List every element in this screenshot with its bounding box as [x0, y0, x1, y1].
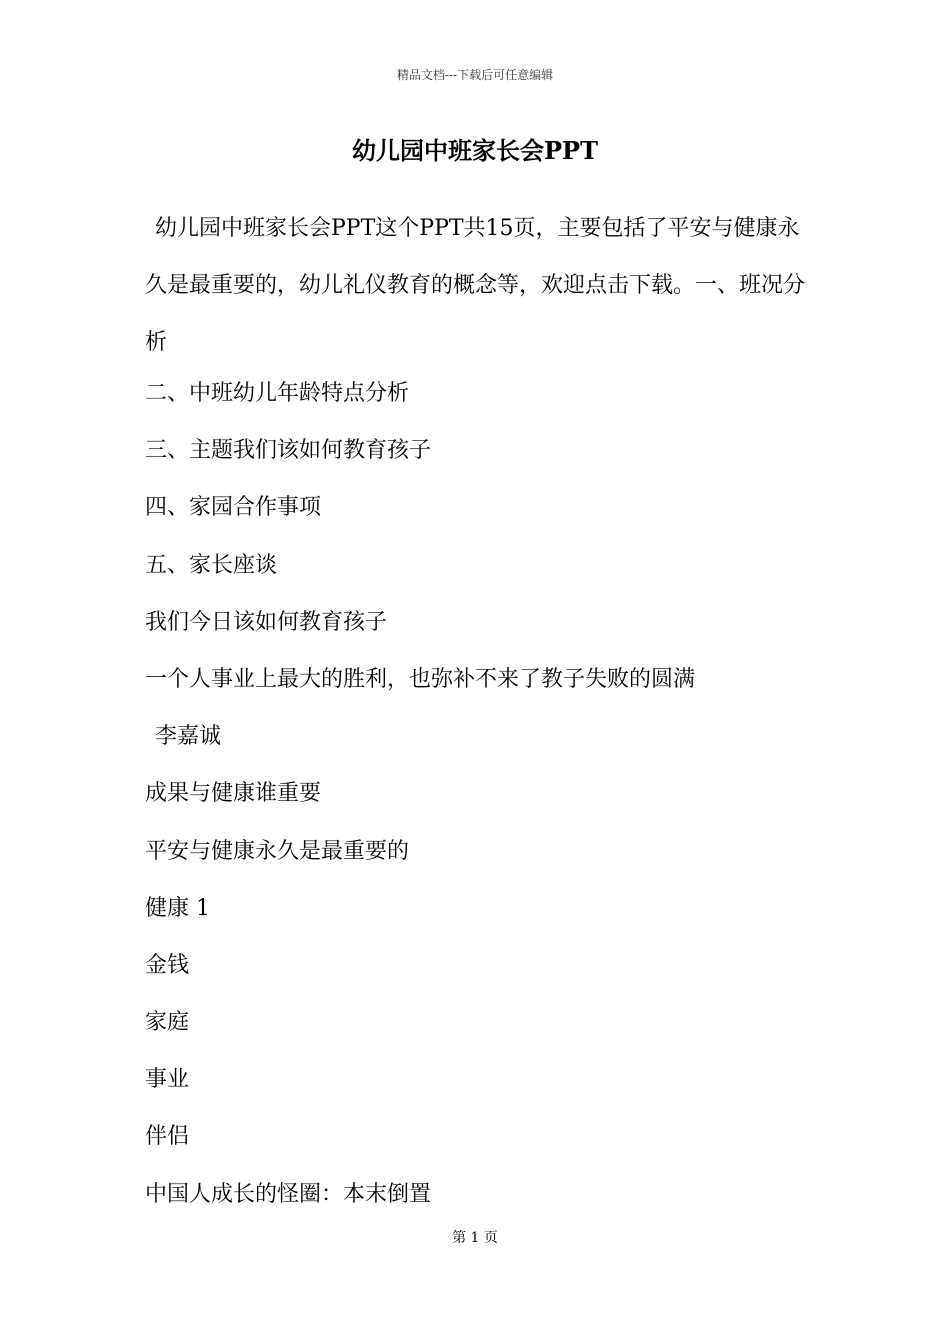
line-family: 家庭 [145, 1010, 190, 1036]
line-health: 健康 1 [145, 895, 210, 921]
line-home-school-cooperation: 四、家园合作事项 [145, 495, 322, 521]
line-career: 事业 [145, 1067, 190, 1093]
line-quote: 一个人事业上最大的胜利，也弥补不来了教子失败的圆满 [145, 666, 696, 692]
line-class-age-analysis: 二、中班幼儿年龄特点分析 [145, 381, 410, 406]
intro-paragraph: 幼儿园中班家长会PPT这个PPT共15页，主要包括了平安与健康永久是最重要的，幼儿礼仪教育的概念等，欢迎点击下载。一、班况分析 [145, 216, 806, 356]
line-growth-cycle: 中国人成长的怪圈：本末倒置 [145, 1181, 432, 1207]
page-header: 精品文档---下载后可任意编辑 [396, 68, 554, 82]
line-safety-health-important: 平安与健康永久是最重要的 [145, 838, 410, 864]
line-theme-education: 三、主题我们该如何教育孩子 [145, 438, 432, 464]
line-grades-vs-health: 成果与健康谁重要 [145, 781, 322, 807]
line-money: 金钱 [145, 952, 190, 978]
content-lines [145, 365, 810, 1223]
line-partner: 伴侣 [145, 1124, 190, 1150]
line-how-to-educate: 我们今日该如何教育孩子 [145, 609, 388, 635]
document-title: 幼儿园中班家长会PPT [352, 136, 598, 165]
line-parent-discussion: 五、家长座谈 [145, 552, 278, 578]
line-quote-author: 李嘉诚 [155, 724, 222, 750]
page-number: 第 1 页 [452, 1230, 498, 1246]
